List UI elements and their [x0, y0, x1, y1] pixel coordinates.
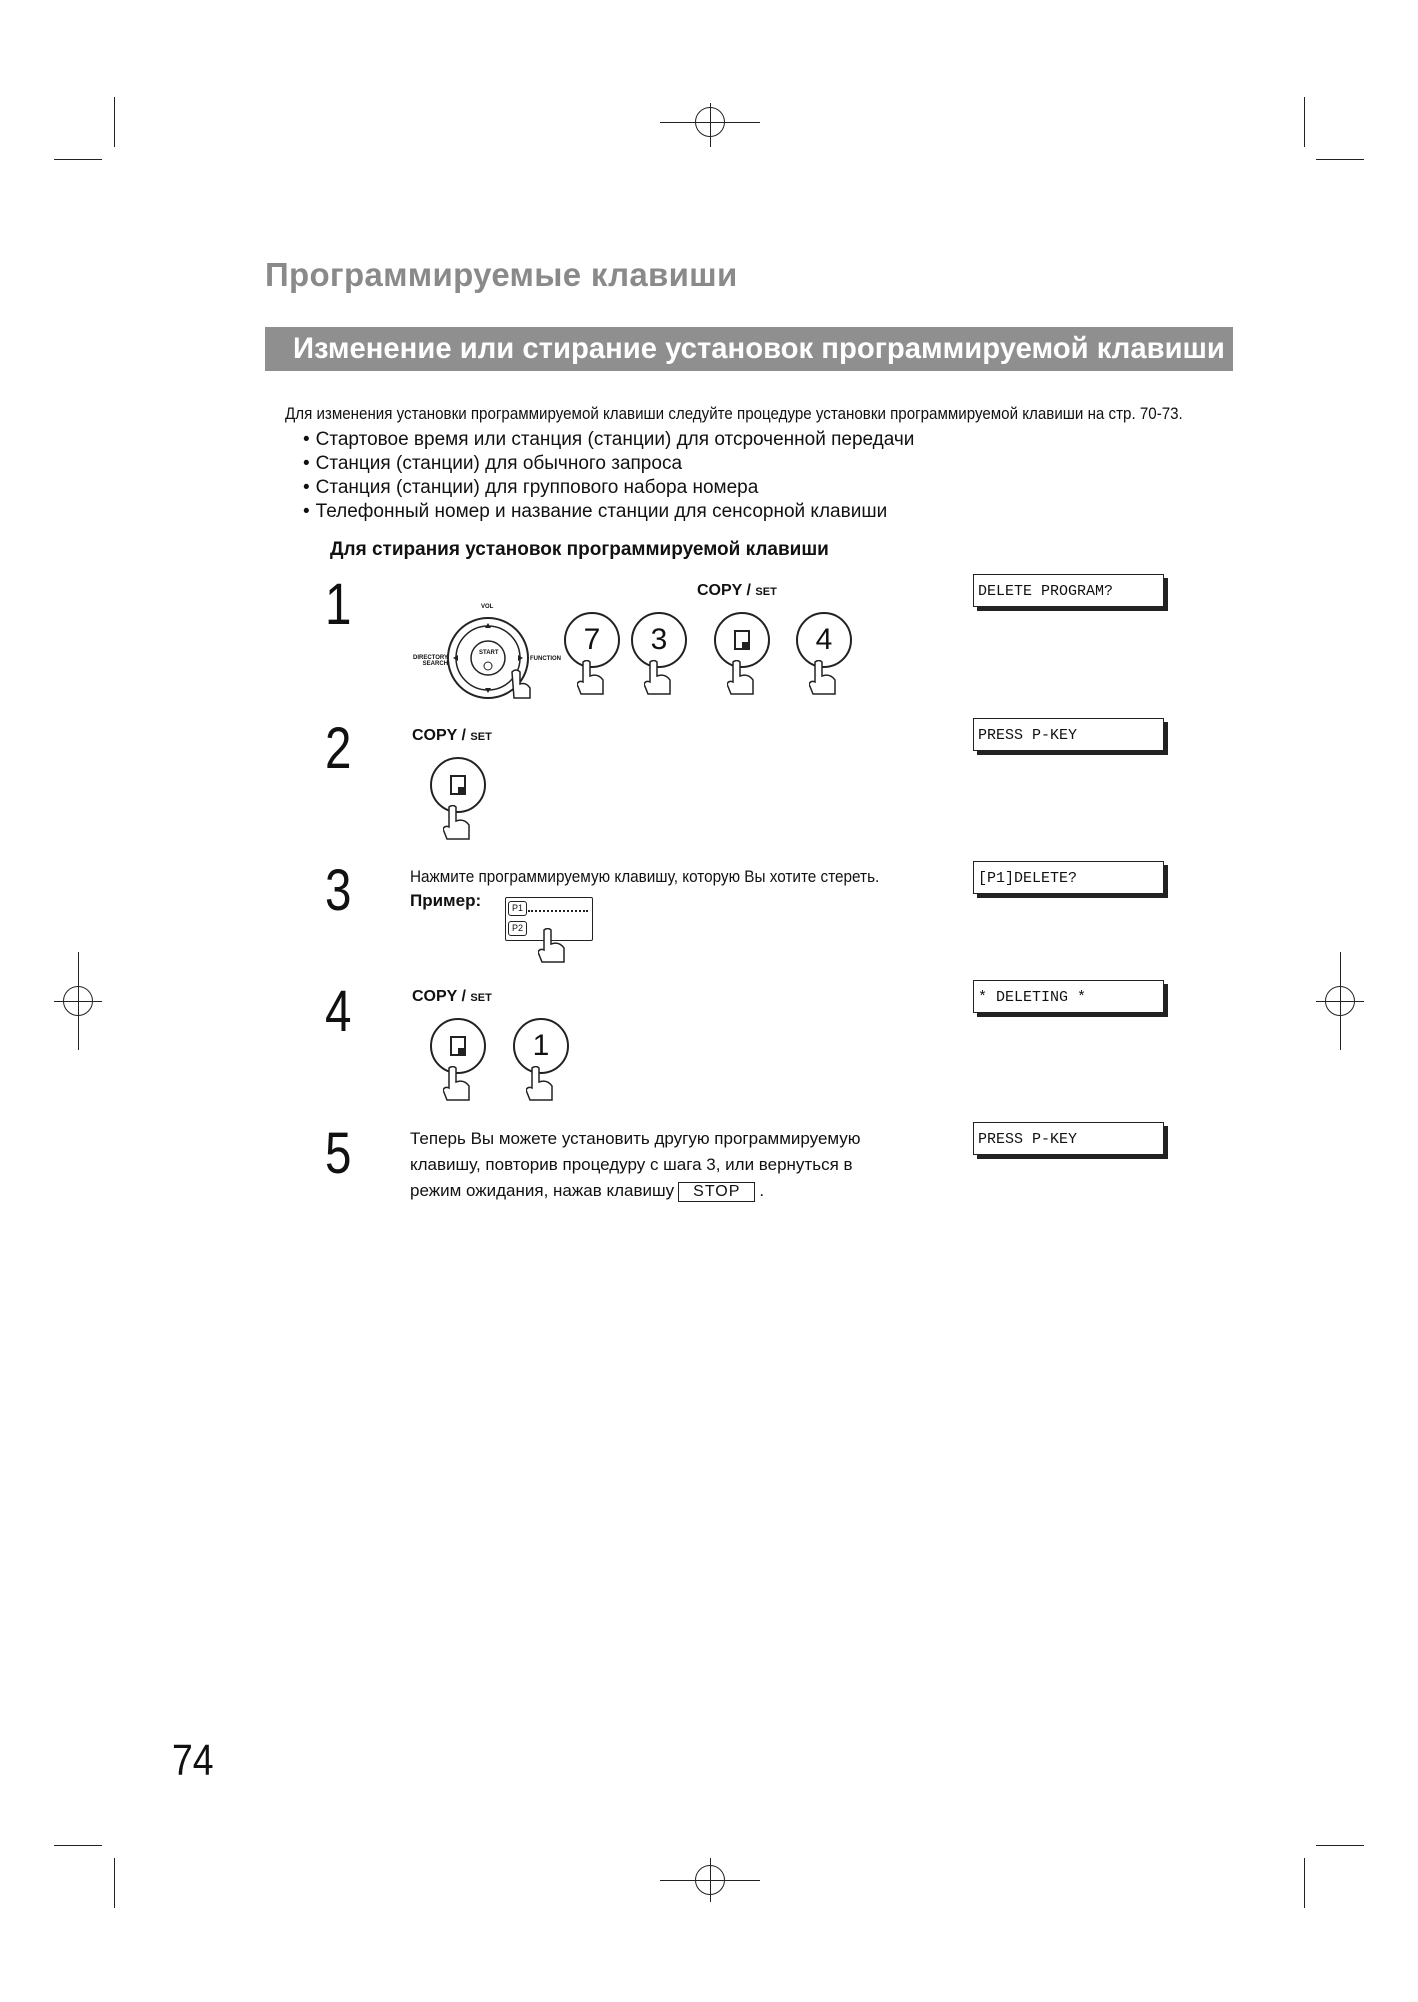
copy-set-label: COPY / SET — [412, 727, 492, 744]
set-text: SET — [470, 731, 492, 743]
finger-press-icon — [577, 660, 607, 696]
section-title: Программируемые клавиши — [265, 256, 738, 293]
key-7-button[interactable]: 7 — [564, 612, 620, 668]
dial-function-label: FUNCTION — [530, 656, 561, 662]
step-4-number: 4 — [325, 979, 352, 1044]
key-3-button[interactable]: 3 — [631, 612, 687, 668]
stop-key[interactable]: STOP — [678, 1182, 755, 1202]
bullet-list — [303, 428, 914, 524]
lcd-display-step-2: PRESS P-KEY — [973, 718, 1164, 751]
lcd-display-step-5: PRESS P-KEY — [973, 1122, 1164, 1155]
p1-key[interactable]: P1 — [508, 901, 527, 916]
finger-press-icon — [538, 928, 568, 964]
key-4-button[interactable]: 4 — [796, 612, 852, 668]
copy-text: COPY — [412, 988, 458, 1005]
list-item: • Телефонный номер и название станции для сенсорной клавиши — [303, 500, 914, 524]
step-5-line-3-text: режим ожидания, нажав клавишу — [410, 1181, 675, 1200]
copy-set-label: COPY / SET — [697, 582, 777, 599]
dial-directory-label: DIRECTORY SEARCH — [412, 655, 448, 667]
step-5-line-2: клавишу, повторив процедуру с шага 3, или вернуться в — [410, 1155, 853, 1174]
key-1-button[interactable]: 1 — [513, 1018, 569, 1074]
p1-dotted-line — [528, 910, 588, 912]
step-5-line-1: Теперь Вы можете установить другую программируемую — [410, 1129, 861, 1148]
step-2-number: 2 — [325, 716, 352, 781]
intro-text: Для изменения установки программируемой клавиши следуйте процедуре установки программируемой клавиши на стр. 70-73. — [285, 404, 1183, 423]
subheading: Для стирания установок программируемой клавиши — [330, 539, 829, 560]
step-3-text: Нажмите программируемую клавишу, которую Вы хотите стереть. — [410, 867, 880, 886]
set-text: SET — [755, 586, 777, 598]
copy-set-label: COPY / SET — [412, 988, 492, 1005]
step-3-number: 3 — [325, 858, 352, 923]
list-item: • Станция (станции) для обычного запроса — [303, 452, 914, 476]
step-5-text — [410, 1126, 861, 1204]
copy-icon — [450, 775, 466, 795]
lcd-display-step-1: DELETE PROGRAM? — [973, 574, 1164, 607]
dial-start-label: START — [479, 650, 499, 656]
finger-press-icon — [727, 660, 757, 696]
lcd-display-step-4: * DELETING * — [973, 980, 1164, 1013]
finger-press-icon — [443, 1066, 473, 1102]
finger-press-icon — [443, 805, 473, 841]
set-text: SET — [470, 992, 492, 1004]
example-label-text: Пример — [410, 891, 476, 910]
step-1-number: 1 — [325, 572, 352, 637]
finger-press-icon — [644, 660, 674, 696]
step-5-end: . — [759, 1181, 765, 1200]
copy-icon — [450, 1036, 466, 1056]
lcd-display-step-3: [P1]DELETE? — [973, 861, 1164, 894]
example-label: Пример: — [410, 891, 482, 910]
p2-key[interactable]: P2 — [508, 921, 527, 936]
banner-title: Изменение или стирание установок программируемой клавиши — [265, 327, 1233, 371]
list-item: • Стартовое время или станция (станции) для отсроченной передачи — [303, 428, 914, 452]
finger-press-icon — [809, 660, 839, 696]
copy-text: COPY — [412, 727, 458, 744]
dial-vol-label: VOL — [481, 604, 494, 610]
copy-icon — [734, 630, 750, 650]
copy-text: COPY — [697, 582, 743, 599]
step-5-line-3 — [410, 1178, 861, 1204]
finger-press-icon — [526, 1066, 556, 1102]
step-5-number: 5 — [325, 1121, 352, 1186]
navigation-dial[interactable] — [408, 600, 568, 700]
list-item: • Станция (станции) для группового набора номера — [303, 476, 914, 500]
page-number: 74 — [172, 1736, 214, 1785]
